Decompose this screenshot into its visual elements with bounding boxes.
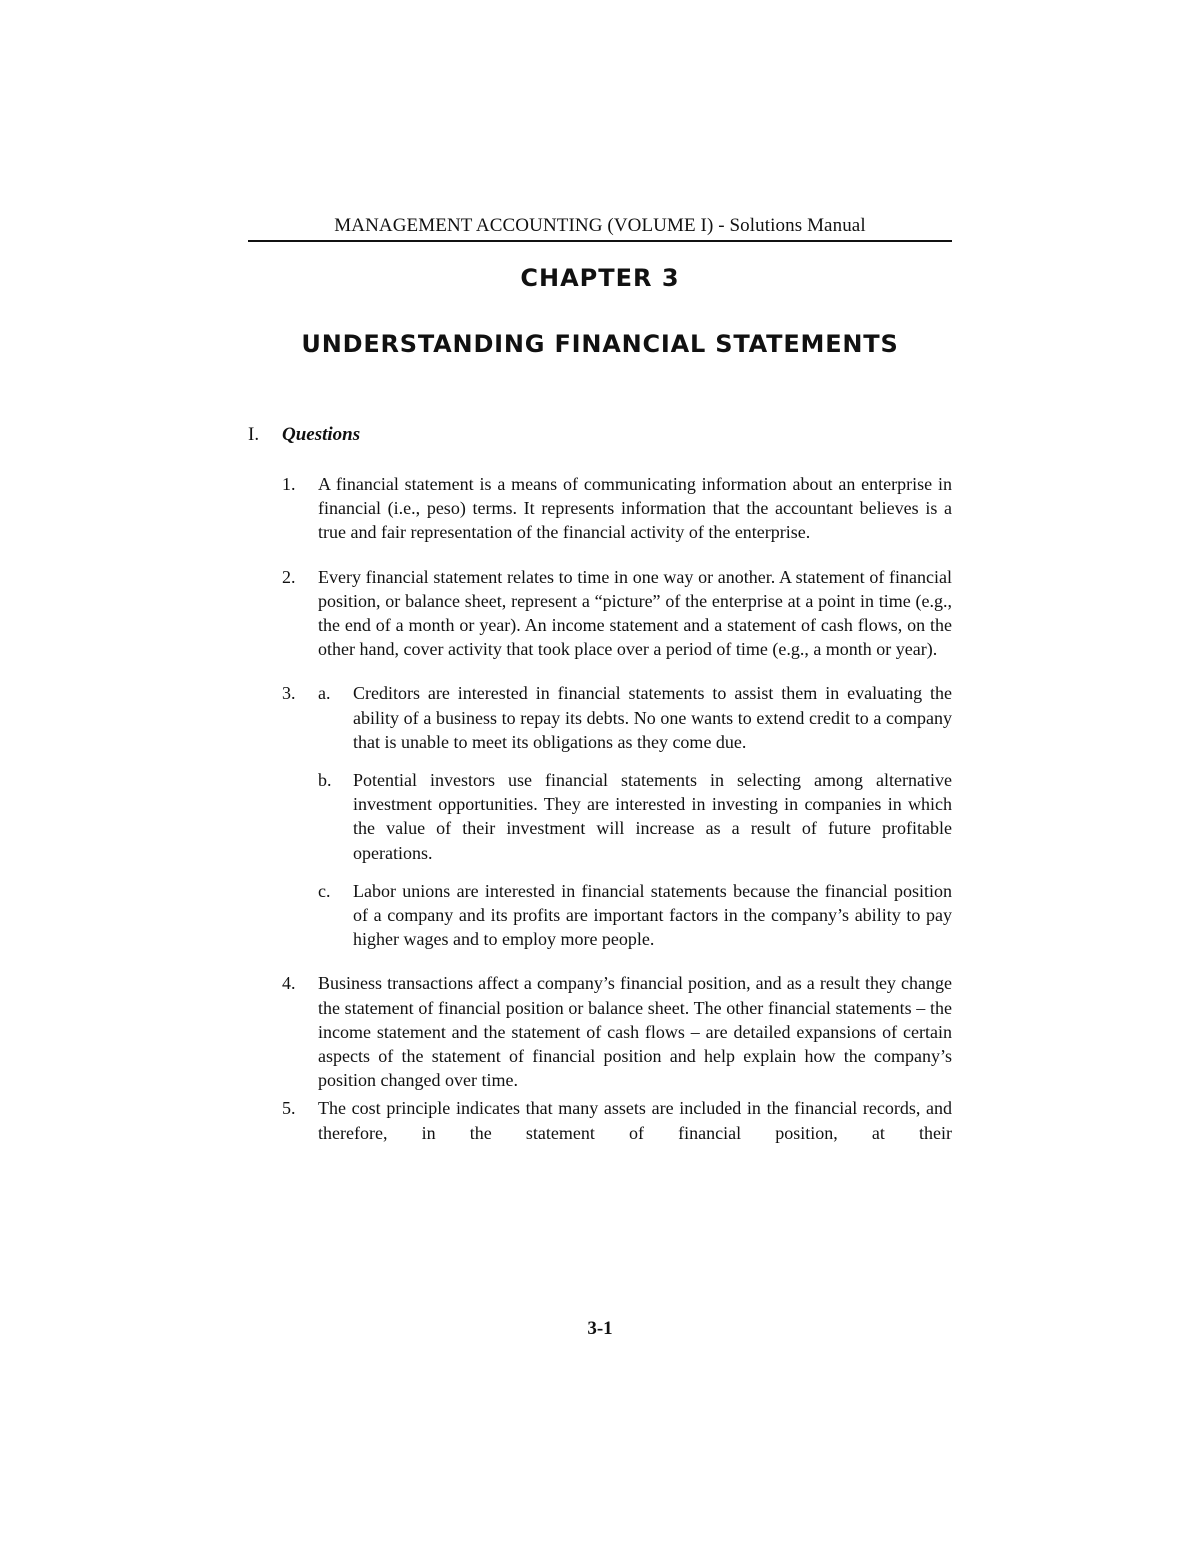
part-text: Creditors are interested in financial statements to assist them in evaluating the ability of a business to repay its debts. No one wants to extend credit to a company that is unable to meet its obligations as they come due. (353, 683, 952, 752)
question-3 (248, 681, 952, 951)
question-text: A financial statement is a means of communicating information about an enterprise in financial (i.e., peso) terms. It represents information that the accountant believes is a true and fair representation of the financial activity of the enterprise. (318, 474, 952, 543)
question-3-part-a (318, 681, 952, 754)
chapter-number: CHAPTER 3 (520, 264, 680, 292)
question-text: Business transactions affect a company’s financial position, and as a result they change the statement of financial position or balance sheet. The other financial statements – the income statement and the statement of cash flows – are detailed expansions of certain aspects of the statement of financial position and help explain how the company’s position changed over time. (318, 973, 952, 1091)
question-number: 1. (282, 474, 296, 494)
question-1 (248, 472, 952, 545)
part-text: Potential investors use financial statements in selecting among alternative investment opportunities. They are interested in investing in companies in which the value of their investment will increase as a result of future profitable operations. (353, 770, 952, 863)
question-number: 5. (282, 1098, 296, 1119)
part-label: c. (318, 880, 331, 901)
running-header: MANAGEMENT ACCOUNTING (VOLUME I) - Solutions Manual (334, 215, 866, 236)
questions-list (248, 472, 952, 1145)
question-parts (318, 681, 952, 951)
section-heading (248, 424, 360, 446)
question-number: 4. (282, 973, 296, 994)
question-number: 3. (282, 683, 296, 704)
part-label: b. (318, 770, 332, 791)
question-text: The cost principle indicates that many assets are included in the financial records, and therefore, in the statement of financial position, at their (318, 1098, 952, 1143)
part-text: Labor unions are interested in financial statements because the financial position of a company and its profits are important factors in the company’s ability to pay higher wages and to employ more people. (353, 880, 952, 950)
page-number: 3-1 (587, 1318, 613, 1339)
question-3-part-c (318, 879, 952, 952)
question-5 (248, 1096, 952, 1144)
question-number: 2. (282, 566, 296, 587)
section-title: Questions (282, 424, 361, 445)
section-numeral: I. (248, 424, 260, 445)
header-rule (248, 240, 952, 242)
question-3-part-b (318, 768, 952, 865)
part-label: a. (318, 683, 331, 704)
question-2 (248, 565, 952, 662)
question-4 (248, 971, 952, 1092)
chapter-title: UNDERSTANDING FINANCIAL STATEMENTS (301, 330, 899, 358)
question-text: Every financial statement relates to time in one way or another. A statement of financial position, or balance sheet, represent a “picture” of the enterprise at a point in time (e.g., the end of a month or year). An income statement and a statement of cash flows, on the other hand, cover activity that took place over a period of time (e.g., a month or year). (318, 566, 952, 660)
